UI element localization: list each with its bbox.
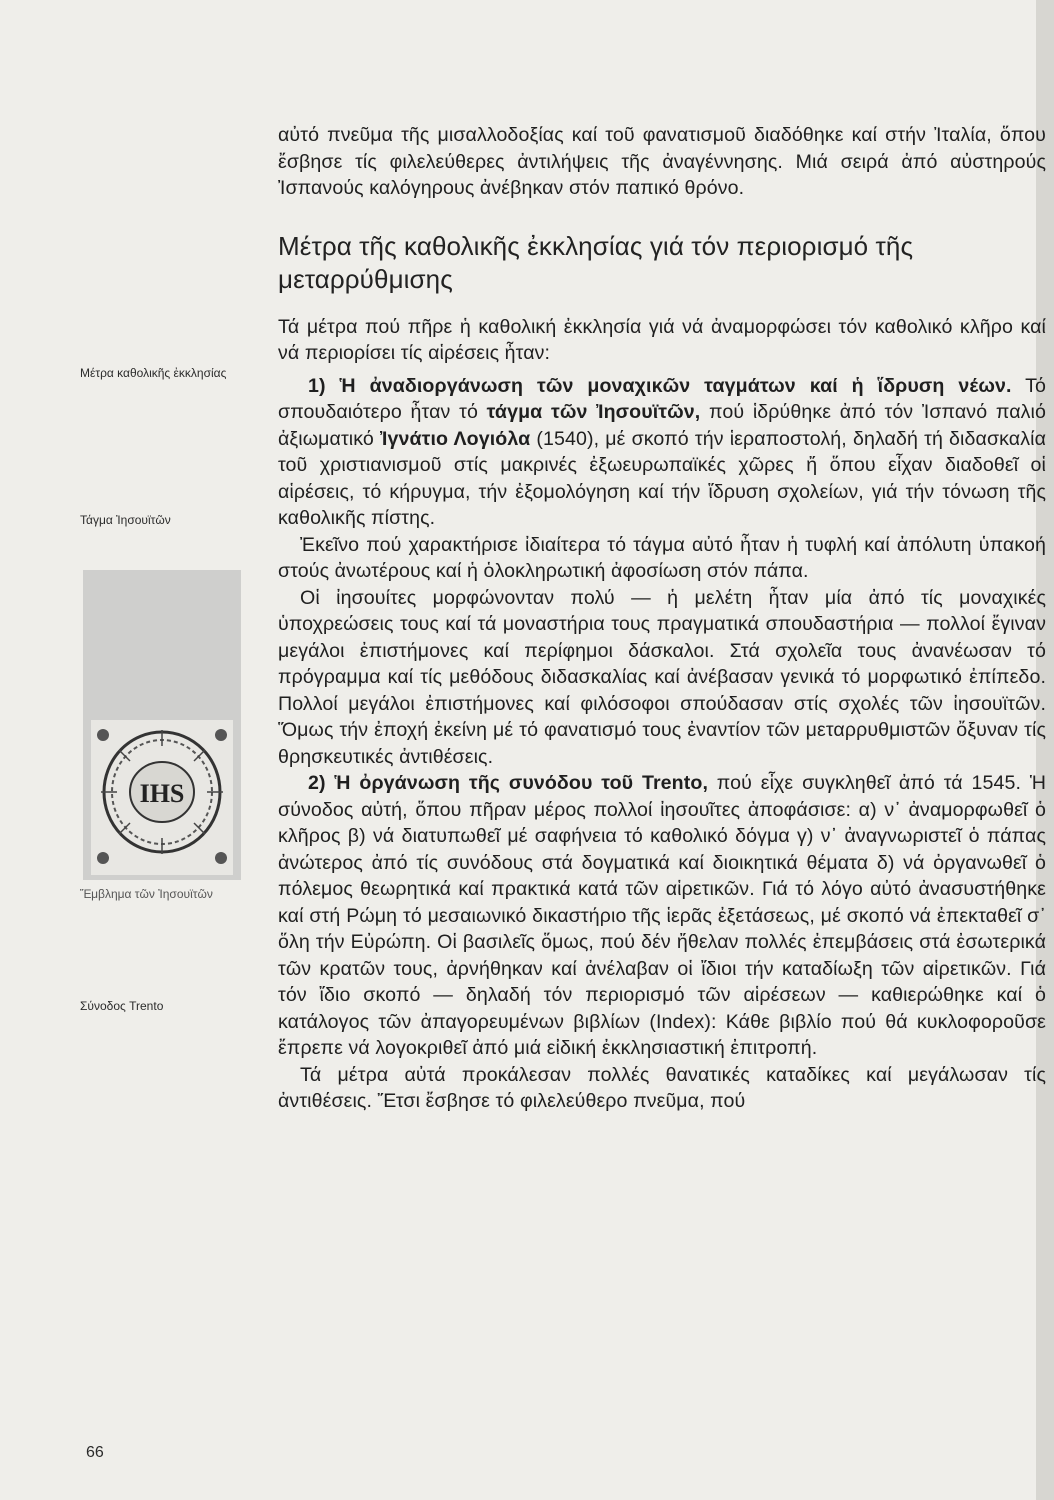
sidenote-emblem-caption: Ἔμβλημα τῶν Ἰησουϊτῶν (80, 887, 213, 901)
item2-paragraph (278, 770, 1046, 1062)
main-text-column (278, 122, 1046, 1115)
item1-paragraph-3: Οἱ ἰησουίτες μορφώνονταν πολύ — ἡ μελέτη ἦταν μία ἀπό τίς μοναχικές ὑποχρεώσεις τους καί τά μοναστήρια τους πραγματικά σπουδαστήρια — πολλοί ἔγιναν μεγάλοι ἐπιστήμονες καί περίφημοι δάσκαλοι. Στά σχολεῖα τους ἀνανέωσαν τό πρόγραμμα καί τίς μεθόδους διδασκαλίας καί ἀνέβασαν γενικά τό μορφωτικό ἐπίπεδο. Πολλοί μεγάλοι ἐπιστήμονες καί φιλόσοφοι σπούδασαν στίς σχολές τῶν ἰησουϊτῶν. Ὅμως τήν ἐποχή ἐκείνη μέ τό φανατισμό τους ἐναντίον τῶν μεταρρυθμιστῶν ὄξυναν τίς θρησκευτικές ἀντιθέσεις. (278, 586, 1046, 768)
item1-bold-loyola: Ἰγνάτιο Λογιόλα (380, 427, 531, 450)
jesuit-emblem-icon (83, 570, 241, 880)
item1-text-1: Τό σπουδαιότερο ἦταν τό (278, 374, 1046, 423)
item1-text-2: πού ἱδρύθηκε ἀπό τόν Ἰσπανό παλιό ἀξιωματικό (278, 401, 1046, 450)
intro-paragraph: αὐτό πνεῦμα τῆς μισαλλοδοξίας καί τοῦ φανατισμοῦ διαδόθηκε καί στήν Ἰταλία, ὅπου ἔσβησε τίς φιλελεύθερες ἀντιλήψεις τῆς ἀναγέννησης. Μιά σειρά ἀπό αὐστηρούς Ἰσπανούς καλόγηρους ἀνέβηκαν στόν παπικό θρόνο. (278, 124, 1046, 199)
closing-paragraph: Τά μέτρα αὐτά προκάλεσαν πολλές θανατικές καταδίκες καί μεγάλωσαν τίς ἀντιθέσεις. Ἔτσι ἔσβησε τό φιλελεύθερο πνεῦμα, πού (278, 1063, 1046, 1112)
sidenote-catholic-measures: Μέτρα καθολικῆς ἐκκλησίας (80, 366, 227, 380)
item1-paragraph (278, 373, 1046, 532)
item1-heading: 1) Ἡ ἀναδιοργάνωση τῶν μοναχικῶν ταγμάτων καί ἡ ἵδρυση νέων. (308, 374, 1012, 397)
section-heading: Μέτρα τῆς καθολικῆς ἐκκλησίας γιά τόν περιορισμό τῆς μεταρρύθμισης (278, 230, 914, 294)
svg-text:IHS: IHS (139, 779, 185, 808)
item2-text: πού εἶχε συγκληθεῖ ἀπό τά 1545. Ἡ σύνοδος αὐτή, ὅπου πῆραν μέρος πολλοί ἰησουῖτες ἀποφάσισε: α) ν᾿ ἀναμορφωθεῖ ὁ κλῆρος β) νά διατυπωθεῖ μέ σαφήνεια τό καθολικό δόγμα γ) ν᾿ ἀναγνωριστεῖ ὁ πάπας ἀνώτερος ἀπό τίς συνόδους στά δογματικά καί διοικητικά θέματα δ) νά ὀργανωθεῖ ὁ πόλεμος θεωρητικά καί πρακτικά κατά τῶν αἱρετικῶν. Γιά τό λόγο αὐτό ἀνασυστήθηκε καί στή Ρώμη τό μεσαιωνικό δικαστήριο τῆς ἱερᾶς ἐξετάσεως, μέ σκοπό νά ἐπεκταθεῖ σ᾿ ὅλη τήν Εὐρώπη. Οἱ βασιλεῖς ὅμως, πού δέν ἤθελαν πολλές ἐπεμβάσεις στά ἐσωτερικά τῶν κρατῶν τους, ἀρνήθηκαν καί ἀνέλαβαν οἱ ἴδιοι τήν καταδίωξη τῶν αἱρετικῶν. Γιά τόν ἴδιο σκοπό — δηλαδή τόν περιορισμό τῶν αἱρέσεων — καθιερώθηκε καί ὁ κατάλογος τῶν ἀπαγορευμένων βιβλίων (Index): Κάθε βιβλίο πού θά κυκλοφοροῦσε ἔπρεπε νά λογοκριθεῖ ἀπό μιά εἰδική ἐκκλησιαστική ἐπιτροπή. (278, 772, 1047, 1059)
jesuit-emblem-image (83, 570, 241, 880)
sidenote-trento: Σύνοδος Trento (80, 999, 164, 1013)
item1-paragraph-2: Ἐκεῖνο πού χαρακτήρισε ἰδιαίτερα τό τάγμα αὐτό ἦταν ἡ τυφλή καί ἀπόλυτη ὑπακοή στούς ἀνωτέρους καί ἡ ὁλοκληρωτική ἀφοσίωση στόν πάπα. (278, 533, 1046, 582)
page-number: 66 (86, 1444, 104, 1461)
item1-text-3: (1540), μέ σκοπό τήν ἱεραποστολή, δηλαδή τή διδασκαλία τοῦ χριστιανισμοῦ στίς μακρινές ἐξωευρωπαϊκές χῶρες ἤ ὅπου εἶχαν διαδοθεῖ οἱ αἱρέσεις, τό κήρυγμα, τήν ἐξομολόγηση καί τήν ἵδρυση σχολείων, γιά τήν τόνωση τῆς καθολικῆς πίστης. (278, 427, 1046, 529)
sidenote-jesuit-order: Τάγμα Ἰησουϊτῶν (80, 513, 171, 527)
item2-heading: 2) Ἡ ὀργάνωση τῆς συνόδου τοῦ Trento, (308, 772, 708, 794)
item1-bold-jesuits: τάγμα τῶν Ἰησουϊτῶν, (486, 401, 701, 423)
lead-paragraph: Τά μέτρα πού πῆρε ἡ καθολική ἐκκλησία γιά νά ἀναμορφώσει τόν καθολικό κλῆρο καί νά περιορίσει τίς αἱρέσεις ἦταν: (278, 315, 1046, 364)
